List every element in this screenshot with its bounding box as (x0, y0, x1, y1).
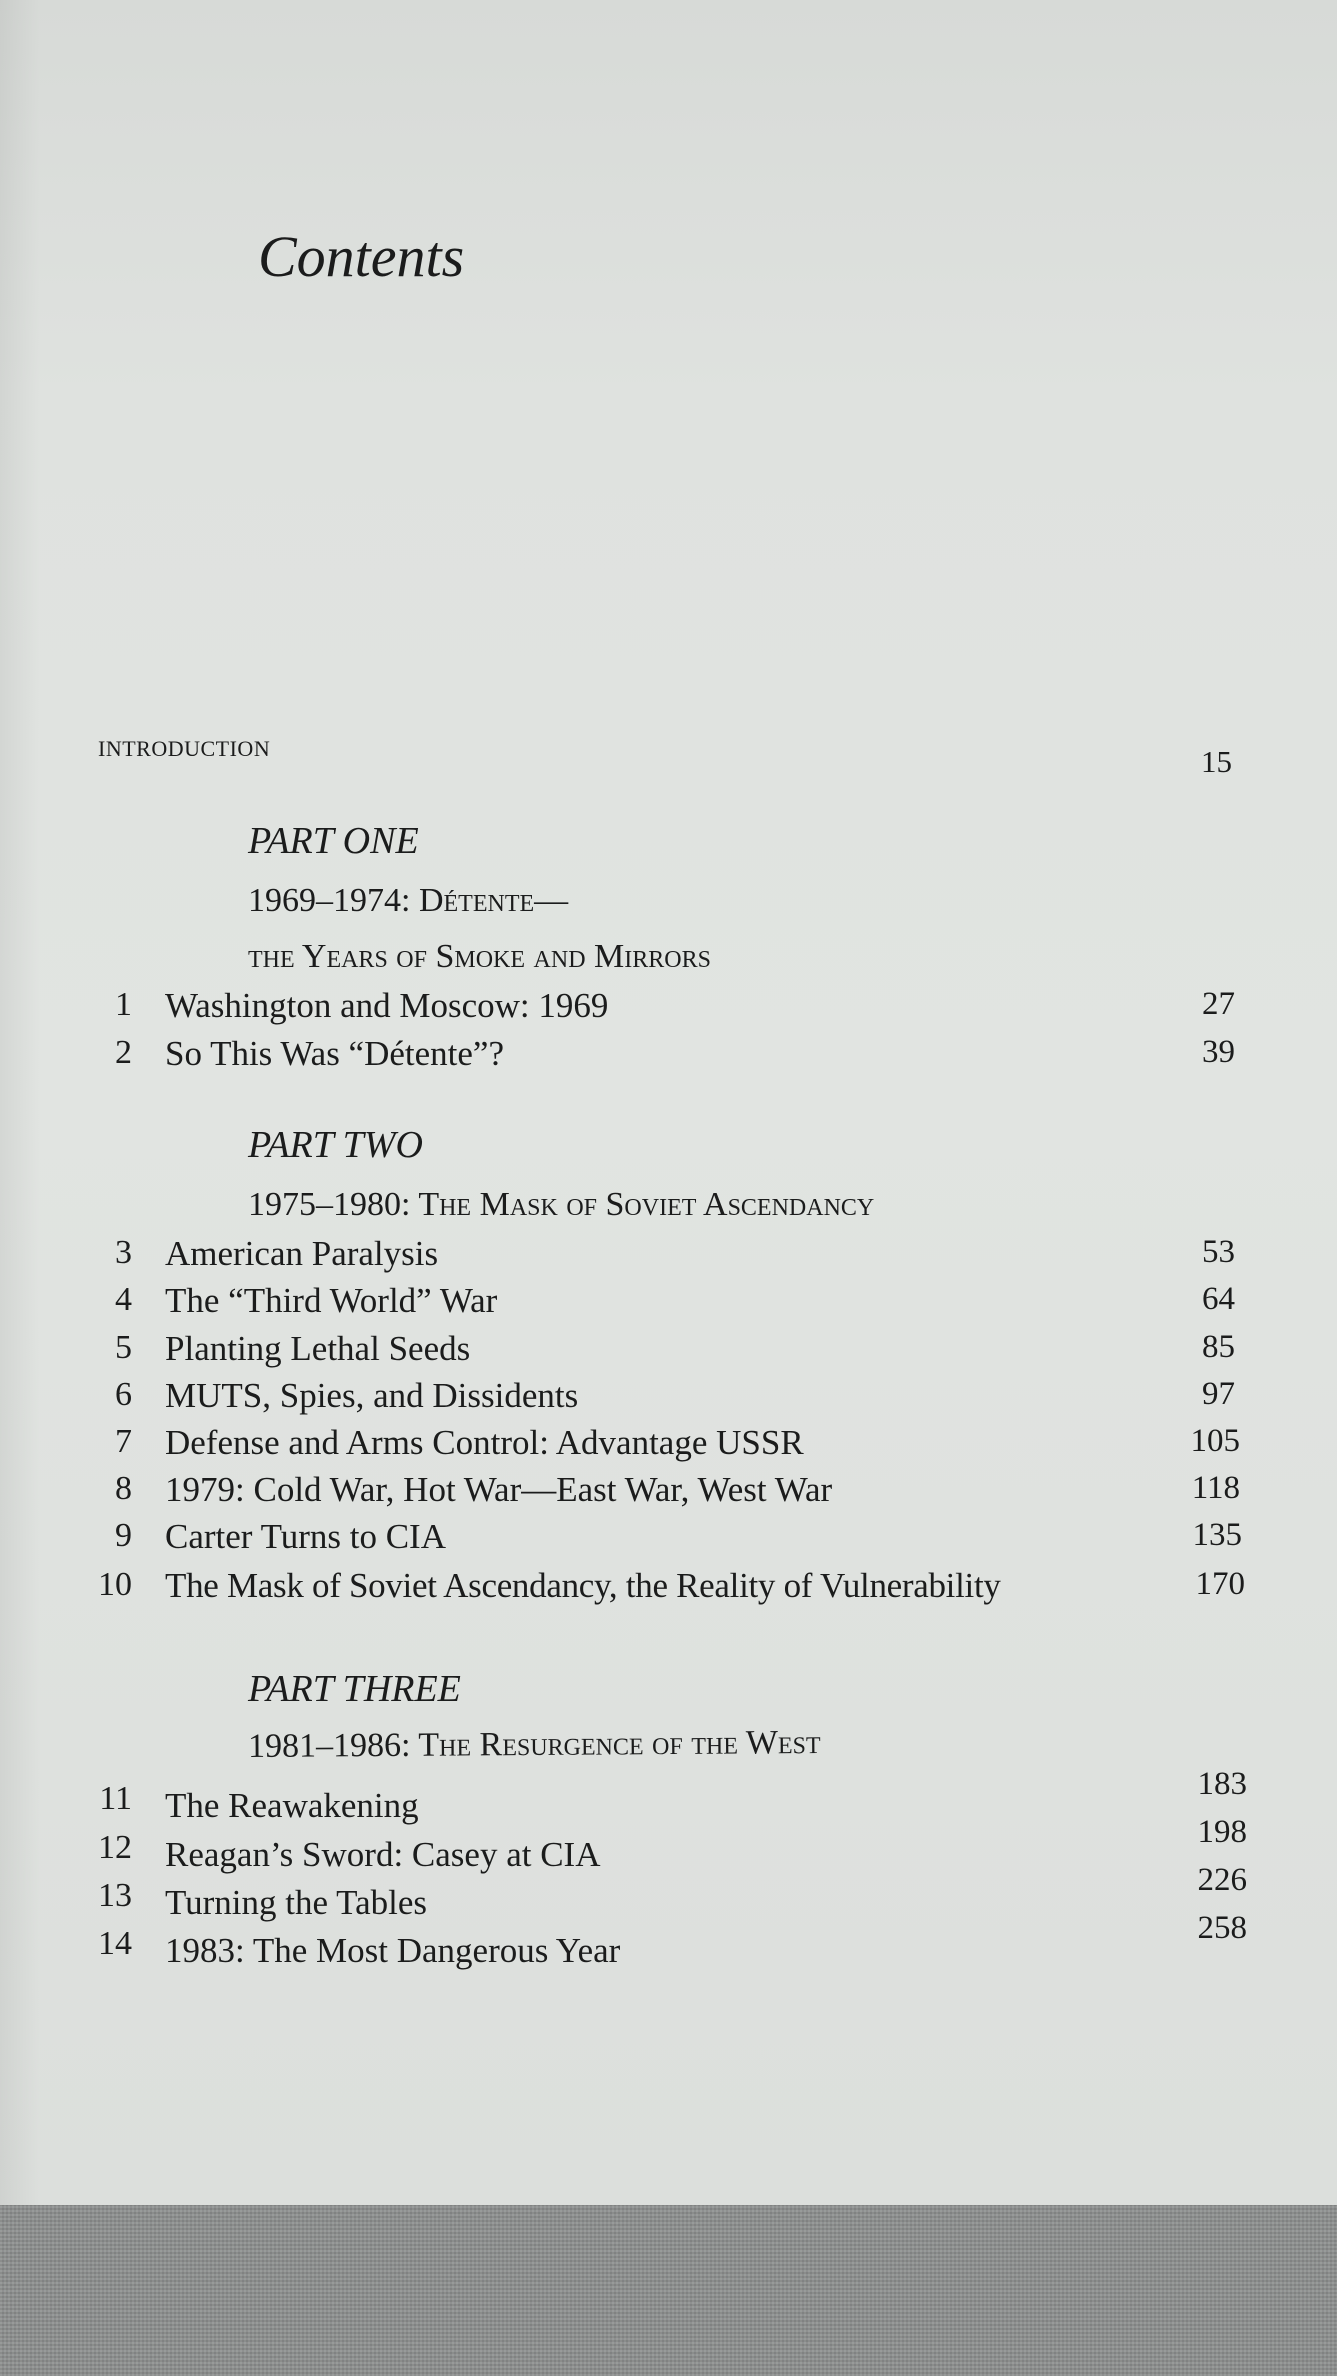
chapter-title: The Mask of Soviet Ascendancy, the Reality of Vulnerability (165, 1566, 1001, 1605)
chapter-page-number: 64 (1202, 1281, 1235, 1317)
chapter-page-number: 198 (1197, 1814, 1247, 1850)
toc-entry-chapter-6[interactable] (0, 1378, 1337, 1422)
chapter-title: MUTS, Spies, and Dissidents (165, 1376, 579, 1415)
chapter-page-number: 183 (1197, 1766, 1247, 1802)
toc-entry-chapter-5[interactable] (0, 1331, 1337, 1375)
chapter-title: The Reawakening (165, 1786, 419, 1825)
chapter-page-number: 118 (1191, 1470, 1240, 1506)
chapter-number: 10 (98, 1566, 132, 1603)
chapter-number: 6 (115, 1376, 132, 1413)
introduction-label: INTRODUCTION (98, 736, 271, 761)
chapter-title: 1979: Cold War, Hot War—East War, West War (165, 1470, 833, 1509)
chapter-number: 2 (115, 1034, 132, 1071)
chapter-page-number: 105 (1190, 1423, 1240, 1459)
chapter-title: 1983: The Most Dangerous Year (165, 1931, 621, 1970)
chapter-title: American Paralysis (165, 1234, 439, 1273)
contents-title: Contents (258, 224, 465, 289)
chapter-title: Planting Lethal Seeds (165, 1329, 471, 1368)
toc-entry-chapter-4[interactable] (0, 1283, 1337, 1327)
toc-entry-chapter-8[interactable] (0, 1472, 1337, 1516)
fabric-background (0, 2205, 1337, 2376)
chapter-page-number: 39 (1202, 1034, 1235, 1070)
part-three-subtitle: 1981–1986: The Resurgence of the West (247, 1724, 821, 1765)
chapter-number: 11 (99, 1780, 132, 1817)
toc-entry-chapter-10[interactable] (0, 1568, 1337, 1612)
toc-entry-chapter-2[interactable] (0, 1036, 1337, 1080)
chapter-number: 13 (98, 1877, 132, 1914)
chapter-number: 5 (115, 1329, 132, 1366)
toc-entry-chapter-1[interactable] (0, 988, 1337, 1032)
chapter-page-number: 85 (1202, 1329, 1235, 1365)
chapter-title: Washington and Moscow: 1969 (165, 986, 609, 1025)
chapter-page-number: 170 (1195, 1566, 1245, 1602)
chapter-page-number: 97 (1202, 1376, 1235, 1412)
introduction-page-number: 15 (1201, 744, 1232, 779)
part-two-title: PART TWO (248, 1124, 423, 1166)
chapter-number: 14 (98, 1925, 132, 1962)
toc-entry-chapter-13[interactable] (0, 1862, 1337, 1923)
chapter-title: Carter Turns to CIA (165, 1517, 446, 1556)
toc-entry-chapter-3[interactable] (0, 1236, 1337, 1280)
toc-entry-chapter-11[interactable] (0, 1766, 1337, 1826)
part-two-subtitle: 1975–1980: The Mask of Soviet Ascendancy (248, 1186, 875, 1223)
chapter-title: Defense and Arms Control: Advantage USSR (165, 1423, 804, 1462)
chapter-title: So This Was “Détente”? (165, 1034, 504, 1073)
part-one-subtitle-line-1: 1969–1974: Détente— (248, 882, 569, 919)
toc-entry-chapter-9[interactable] (0, 1519, 1337, 1563)
part-one-subtitle-line-2: the Years of Smoke and Mirrors (248, 938, 711, 975)
toc-entry-chapter-12[interactable] (0, 1814, 1337, 1875)
chapter-number: 12 (98, 1829, 132, 1866)
chapter-page-number: 27 (1202, 986, 1235, 1022)
chapter-number: 3 (115, 1234, 132, 1271)
chapter-title: Reagan’s Sword: Casey at CIA (165, 1835, 601, 1874)
chapter-page-number: 226 (1197, 1862, 1247, 1898)
toc-entry-chapter-14[interactable] (0, 1910, 1337, 1971)
chapter-number: 9 (115, 1517, 132, 1554)
toc-entry-chapter-7[interactable] (0, 1425, 1337, 1469)
chapter-page-number: 258 (1197, 1910, 1247, 1946)
part-one-title: PART ONE (248, 820, 419, 862)
chapter-title: Turning the Tables (165, 1883, 428, 1922)
chapter-number: 7 (115, 1423, 132, 1460)
chapter-number: 8 (115, 1470, 132, 1507)
chapter-number: 4 (115, 1281, 132, 1318)
chapter-title: The “Third World” War (165, 1281, 498, 1320)
chapter-number: 1 (115, 986, 132, 1023)
chapter-page-number: 135 (1192, 1517, 1242, 1553)
chapter-page-number: 53 (1202, 1234, 1235, 1270)
part-three-title: PART THREE (248, 1668, 461, 1710)
